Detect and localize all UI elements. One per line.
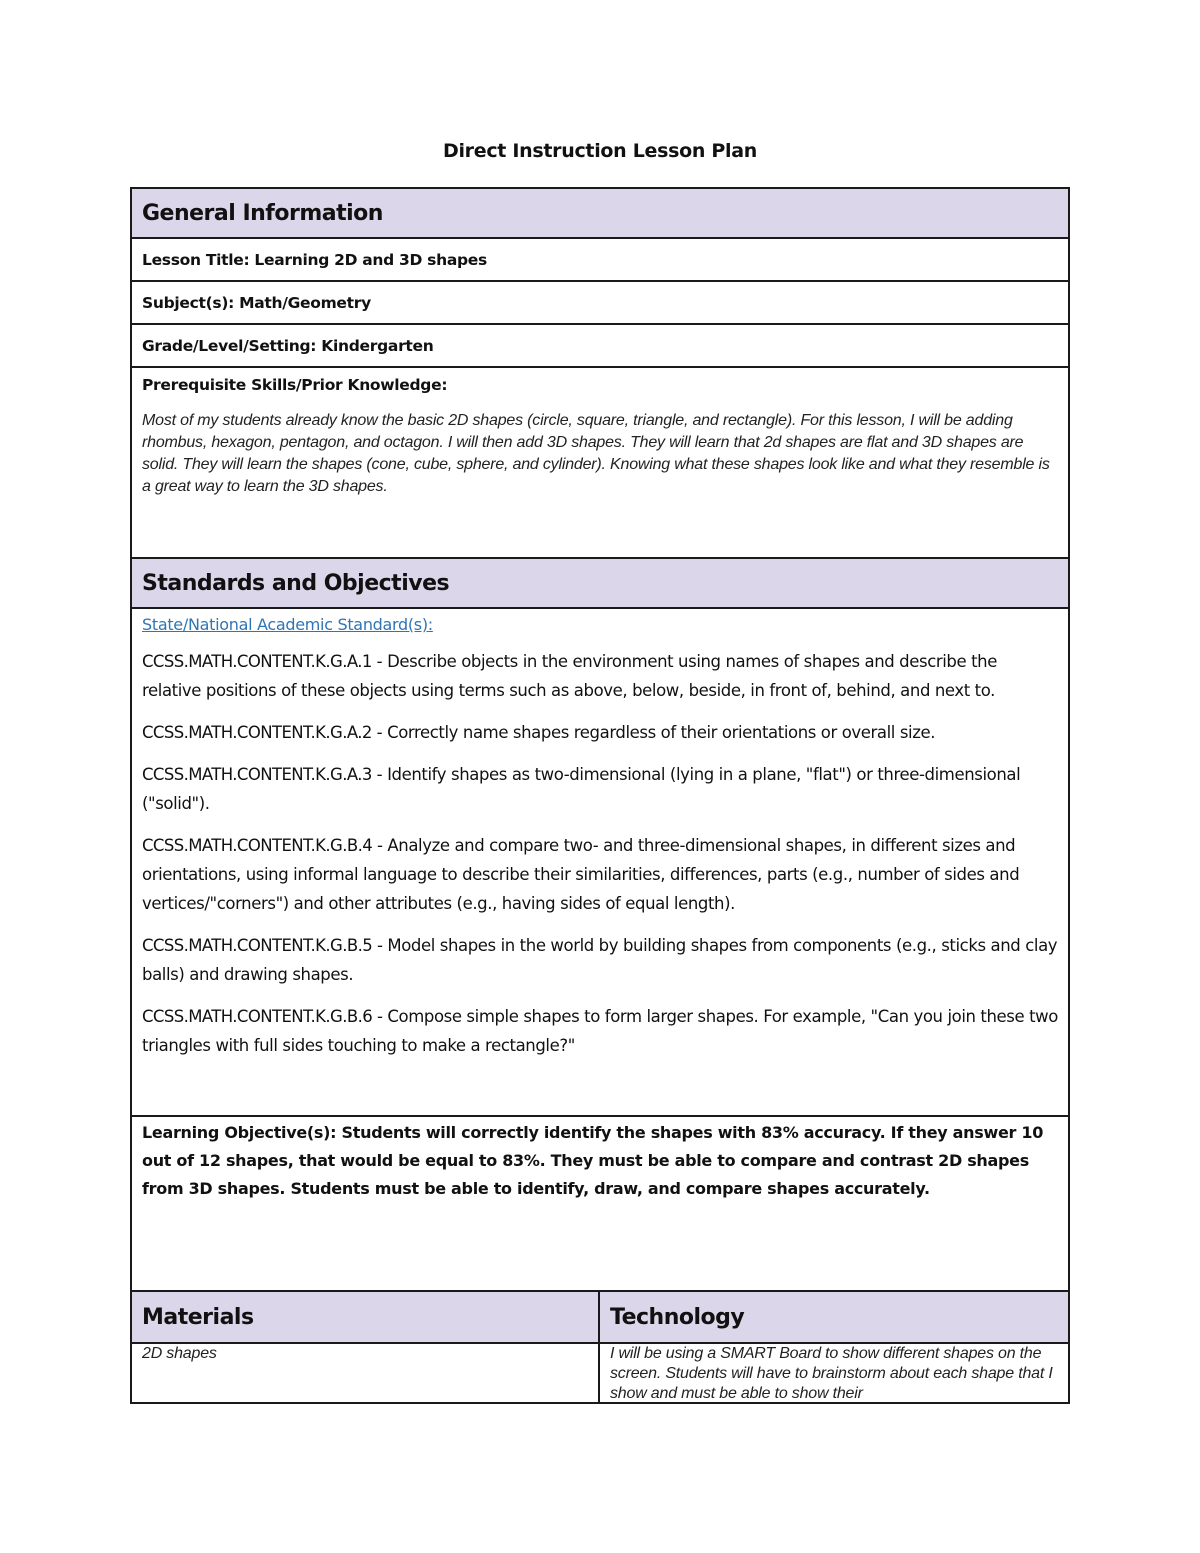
materials-technology-content-row — [132, 1344, 1068, 1402]
standard-code: CCSS.MATH.CONTENT.K.G.A.3 — [142, 765, 372, 784]
lesson-title-row — [132, 239, 1068, 282]
standard-item — [142, 760, 1058, 818]
standards-heading-text: Standards and Objectives — [142, 570, 450, 596]
prerequisite-label: Prerequisite Skills/Prior Knowledge: — [142, 376, 448, 394]
standard-item — [142, 647, 1058, 705]
materials-heading — [132, 1292, 600, 1342]
standard-code: CCSS.MATH.CONTENT.K.G.A.1 — [142, 652, 372, 671]
standard-text: - Compose simple shapes to form larger shapes. For example, "Can you join these two triangles with full sides touching to make a rectangle?" — [142, 1007, 1058, 1055]
prerequisite-row — [132, 368, 1068, 559]
subjects-row — [132, 282, 1068, 325]
general-information-heading — [132, 189, 1068, 239]
technology-content — [600, 1344, 1068, 1402]
lesson-plan-table — [130, 187, 1070, 1404]
standards-objectives-heading — [132, 559, 1068, 609]
lesson-title-text: Lesson Title: Learning 2D and 3D shapes — [142, 250, 487, 269]
general-heading-text: General Information — [142, 200, 383, 226]
standards-link[interactable]: State/National Academic Standard(s): — [142, 615, 433, 634]
standard-item — [142, 831, 1058, 918]
materials-text: 2D shapes — [142, 1345, 217, 1362]
materials-heading-text: Materials — [142, 1304, 254, 1330]
technology-heading — [600, 1292, 1068, 1342]
standard-code: CCSS.MATH.CONTENT.K.G.A.2 — [142, 723, 372, 742]
standard-text: - Describe objects in the environment using names of shapes and describe the relative positions of these objects using terms such as above, below, beside, in front of, behind, and next to. — [142, 652, 997, 700]
standard-item — [142, 1002, 1058, 1060]
learning-objective-text: Learning Objective(s): Students will correctly identify the shapes with 83% accuracy. If they answer 10 out of 12 shapes, that would be equal to 83%. They must be able to compare and contrast 2D shapes from 3D shapes. Students must be able to identify, draw, and compare shapes accurately. — [142, 1123, 1044, 1198]
subjects-text: Subject(s): Math/Geometry — [142, 293, 371, 312]
standard-item — [142, 718, 1058, 747]
standard-item — [142, 931, 1058, 989]
technology-text: I will be using a SMART Board to show different shapes on the screen. Students will have to brainstorm about each shape that I show and must be able to show their — [610, 1345, 1053, 1402]
standard-text: - Model shapes in the world by building shapes from components (e.g., sticks and clay balls) and drawing shapes. — [142, 936, 1058, 984]
materials-technology-heading-row — [132, 1292, 1068, 1344]
standard-text: - Analyze and compare two- and three-dimensional shapes, in different sizes and orientations, using informal language to describe their similarities, differences, parts (e.g., number of sides and vertices/"corners") and other attributes (e.g., having sides of equal length). — [142, 836, 1020, 913]
materials-content — [132, 1344, 600, 1402]
grade-row — [132, 325, 1068, 368]
grade-text: Grade/Level/Setting: Kindergarten — [142, 336, 434, 355]
standards-row — [132, 609, 1068, 1117]
standard-code: CCSS.MATH.CONTENT.K.G.B.4 — [142, 836, 373, 855]
prerequisite-text: Most of my students already know the basic 2D shapes (circle, square, triangle, and rectangle). For this lesson, I will be adding rhombus, hexagon, pentagon, and octagon. I will then add 3D shapes. They will learn that 2d shapes are flat and 3D shapes are solid. They will learn the shapes (cone, cube, sphere, and cylinder). Knowing what these shapes look like and what they resemble is a great way to learn the 3D shapes. — [142, 412, 1050, 495]
standard-code: CCSS.MATH.CONTENT.K.G.B.6 — [142, 1007, 373, 1026]
learning-objective-row — [132, 1117, 1068, 1292]
standard-text: - Identify shapes as two-dimensional (lying in a plane, "flat") or three-dimensional ("solid"). — [142, 765, 1021, 813]
standard-code: CCSS.MATH.CONTENT.K.G.B.5 — [142, 936, 373, 955]
technology-heading-text: Technology — [610, 1304, 745, 1330]
page-title: Direct Instruction Lesson Plan — [442, 140, 758, 162]
standard-text: - Correctly name shapes regardless of their orientations or overall size. — [371, 723, 936, 742]
